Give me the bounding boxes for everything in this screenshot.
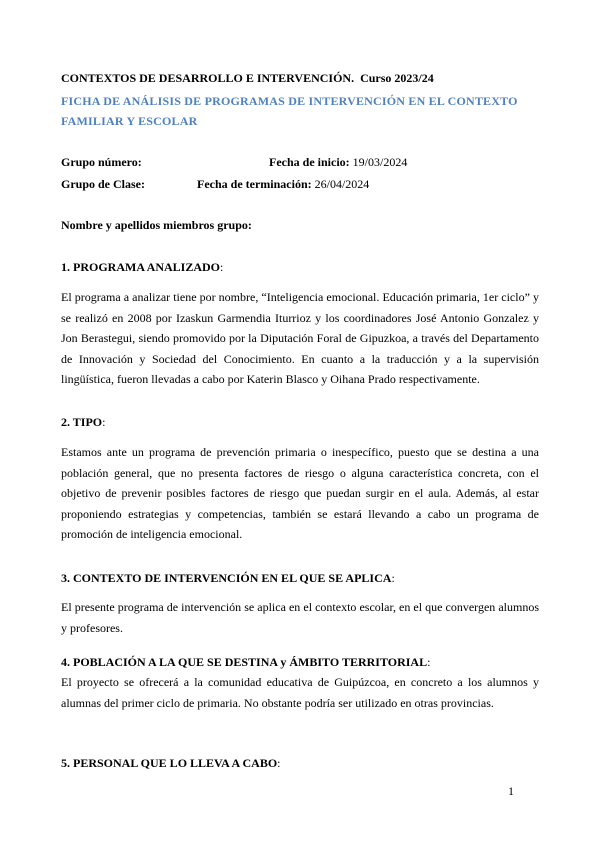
end-date-label: Fecha de terminación: xyxy=(197,177,312,191)
page-number: 1 xyxy=(508,784,514,798)
start-date-label: Fecha de inicio: xyxy=(269,155,350,169)
section-3-title: 3. CONTEXTO DE INTERVENCIÓN EN EL QUE SE APLICA xyxy=(61,571,392,585)
course-title xyxy=(61,70,434,86)
start-date-value: 19/03/2024 xyxy=(352,155,408,169)
section-5-heading: 5. PERSONAL QUE LO LLEVA A CABO: xyxy=(61,756,281,770)
members-label: Nombre y apellidos miembros grupo: xyxy=(61,218,252,232)
section-4-title: 4. POBLACIÓN A LA QUE SE DESTINA y ÁMBITO TERRITORIAL xyxy=(61,655,428,669)
section-3-heading: 3. CONTEXTO DE INTERVENCIÓN EN EL QUE SE APLICA: xyxy=(61,571,395,585)
course-year: Curso 2023/24 xyxy=(360,71,434,85)
section-1-paragraph: El programa a analizar tiene por nombre, “Inteligencia emocional. Educación primaria, 1er ciclo” y se realizó en 2008 por Izaskun Garmendia Iturrioz y los coordinadores José Antonio Gonzalez y Jon Berastegui, siendo promovido por la Diputación Foral de Gipuzkoa, a través del Departamento de Innovación y Sociedad del Conocimiento. En cuanto a la traducción y a la supervisión lingüística, fueron llevadas a cabo por Katerin Blasco y Oihana Prado respectivamente. xyxy=(61,290,539,386)
section-3-paragraph: El presente programa de intervención se aplica en el contexto escolar, en el que convergen alumnos y profesores. xyxy=(61,600,539,635)
section-2-title: 2. TIPO xyxy=(61,415,103,429)
form-title-line-2: FAMILIAR Y ESCOLAR xyxy=(61,114,198,128)
section-2-heading: 2. TIPO: xyxy=(61,415,106,429)
course-name: CONTEXTOS DE DESARROLLO E INTERVENCIÓN. xyxy=(61,71,355,85)
section-1-heading: 1. PROGRAMA ANALIZADO: xyxy=(61,260,224,274)
section-4-heading: 4. POBLACIÓN A LA QUE SE DESTINA y ÁMBITO TERRITORIAL: xyxy=(61,655,431,669)
group-number-label: Grupo número: xyxy=(61,155,142,169)
end-date-value: 26/04/2024 xyxy=(314,177,370,191)
section-5-title: 5. PERSONAL QUE LO LLEVA A CABO xyxy=(61,756,278,770)
form-title-line-1: FICHA DE ANÁLISIS DE PROGRAMAS DE INTERVENCIÓN EN EL CONTEXTO xyxy=(61,94,518,108)
end-date xyxy=(197,176,369,192)
start-date xyxy=(269,154,407,170)
section-2-paragraph: Estamos ante un programa de prevención primaria o inespecífico, puesto que se destina a una población general, que no presenta factores de riesgo o alguna característica concreta, con el objetivo de prevenir posibles factores de riesgo que puedan surgir en el aula. Además, al estar proponiendo estrategias y competencias, también se estará llevando a cabo un programa de promoción de inteligencia emocional. xyxy=(61,445,539,541)
class-group-label: Grupo de Clase: xyxy=(61,177,145,191)
section-4-paragraph: El proyecto se ofrecerá a la comunidad educativa de Guipúzcoa, en concreto a los alumnos y alumnas del primer ciclo de primaria. No obstante podría ser utilizado en otras provincias. xyxy=(61,675,539,710)
section-1-title: 1. PROGRAMA ANALIZADO xyxy=(61,260,221,274)
